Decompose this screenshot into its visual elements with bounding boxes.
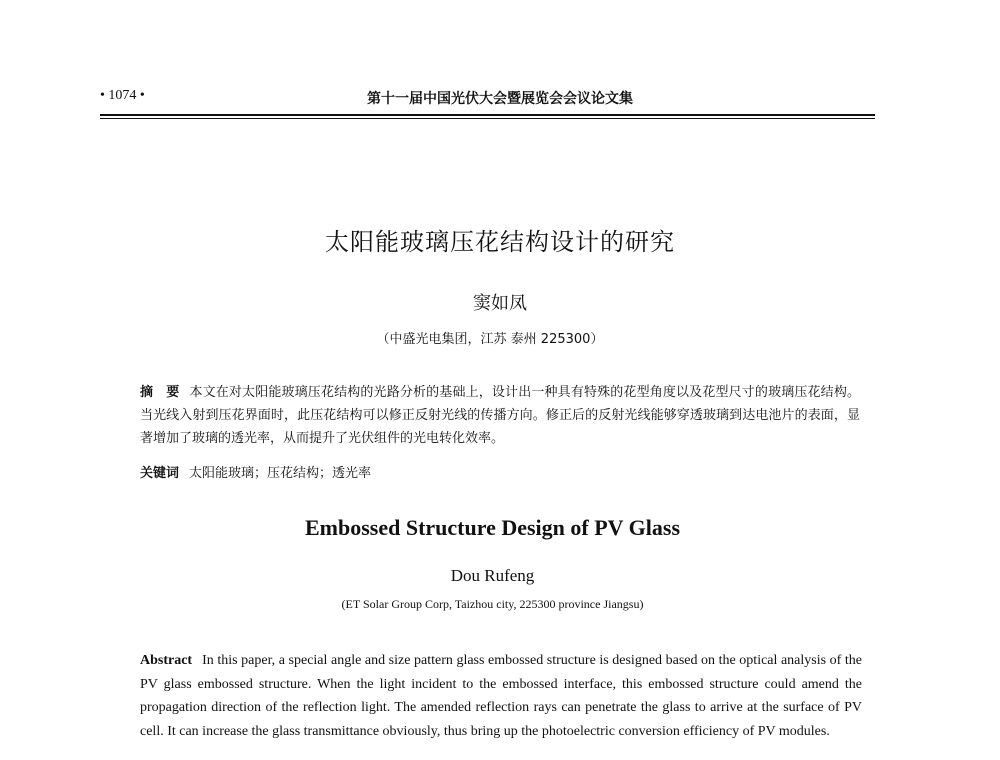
author-cn: 窦如凤 <box>473 293 527 314</box>
page-number: • 1074 • <box>100 88 145 103</box>
header-rule-thick <box>100 114 875 116</box>
paper-title-en: Embossed Structure Design of PV Glass <box>304 515 681 540</box>
abstract-cn <box>140 381 860 450</box>
author-en: Dou Rufeng <box>450 566 535 585</box>
affiliation-cn: （中盛光电集团，江苏 泰州 225300） <box>376 332 604 347</box>
abstract-en-text: In this paper, a special angle and size pattern glass embossed structure is designed based on the optical analysis of the PV glass embossed structure. When the light incident to the embossed interface, this embossed structure could amend the propagation direction of the reflection light. The amended reflection rays can penetrate the glass to arrive at the surface of PV cell. It can increase the glass transmittance obviously, thus bring up the photoelectric conversion efficiency of PV modules. <box>140 653 862 739</box>
keywords-cn-text: 太阳能玻璃；压花结构；透光率 <box>189 466 372 481</box>
abstract-cn-text: 本文在对太阳能玻璃压花结构的光路分析的基础上，设计出一种具有特殊的花型角度以及花型尺寸的玻璃压花结构。当光线入射到压花界面时，此压花结构可以修正反射光线的传播方向。修正后的反射光线能够穿透玻璃到达电池片的表面，显著增加了玻璃的透光率，从而提升了光伏组件的光电转化效率。 <box>140 385 860 446</box>
abstract-cn-label: 摘 要 <box>140 385 180 400</box>
journal-title: 第十一届中国光伏大会暨展览会会议论文集 <box>367 91 633 107</box>
keywords-cn <box>140 462 860 481</box>
abstract-en <box>140 649 862 743</box>
paper-title-cn: 太阳能玻璃压花结构设计的研究 <box>325 228 675 256</box>
header-rule-thin <box>100 118 875 119</box>
keywords-cn-label: 关键词 <box>140 466 180 481</box>
affiliation-en: (ET Solar Group Corp, Taizhou city, 225300 province Jiangsu) <box>341 597 644 611</box>
abstract-en-label: Abstract <box>140 653 193 668</box>
running-header <box>100 88 875 112</box>
